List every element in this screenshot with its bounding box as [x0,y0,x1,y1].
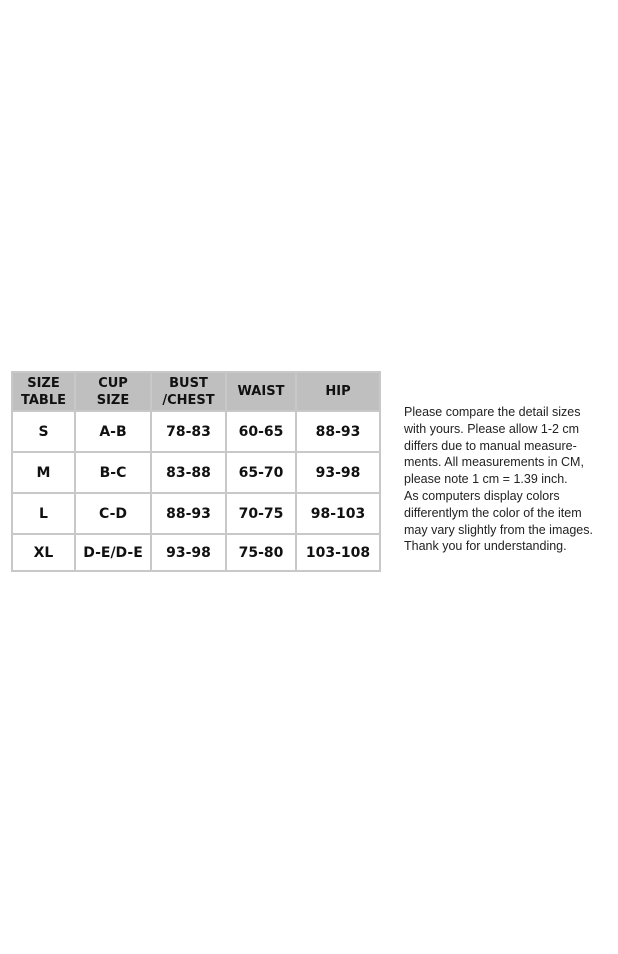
cell-cup: B-C [75,452,151,493]
cell-cup: C-D [75,493,151,534]
header-waist [226,372,296,411]
cell-size: XL [12,534,75,571]
cell-hip: 103-108 [296,534,380,571]
note-line: As computers display colors [404,488,560,503]
cell-waist: 60-65 [226,411,296,452]
header-line: HIP [325,384,351,399]
table-row [12,452,380,493]
header-line: TABLE [21,392,66,408]
cell-bust: 78-83 [151,411,226,452]
cell-waist: 65-70 [226,452,296,493]
header-hip [296,372,380,411]
cell-hip: 88-93 [296,411,380,452]
header-cup-size [75,372,151,411]
note-line: please note 1 cm = 1.39 inch. [404,472,568,487]
cell-bust: 88-93 [151,493,226,534]
cell-cup: D-E/D-E [75,534,151,571]
header-line: CUP [98,375,128,391]
size-table [11,371,381,572]
cell-size: S [12,411,75,452]
cell-bust: 93-98 [151,534,226,571]
note-line: Please compare the detail sizes [404,405,581,419]
note-line: may vary slightly from the images. [404,522,593,537]
cell-cup: A-B [75,411,151,452]
table-header-row [12,372,380,411]
cell-size: L [12,493,75,534]
cell-waist: 75-80 [226,534,296,571]
header-line: SIZE [96,392,130,408]
header-bust-chest [151,372,226,411]
header-size-table [12,372,75,411]
cell-waist: 70-75 [226,493,296,534]
note-line: with yours. Please allow 1-2 cm [404,421,580,436]
cell-size: M [12,452,75,493]
note-line: Thank you for understanding. [404,539,567,554]
cell-hip: 93-98 [296,452,380,493]
note-line: differentlym the color of the item [404,505,582,520]
size-note [404,404,614,555]
cell-hip: 98-103 [296,493,380,534]
header-line: SIZE [27,375,60,391]
table-row [12,534,380,571]
table-row [12,493,380,534]
table-row [12,411,380,452]
note-line: ments. All measurements in CM, [404,455,584,470]
header-line: WAIST [237,384,285,399]
note-line: differs due to manual measure- [404,438,577,453]
header-line: /CHEST [162,392,215,408]
header-line: BUST [169,375,208,391]
cell-bust: 83-88 [151,452,226,493]
